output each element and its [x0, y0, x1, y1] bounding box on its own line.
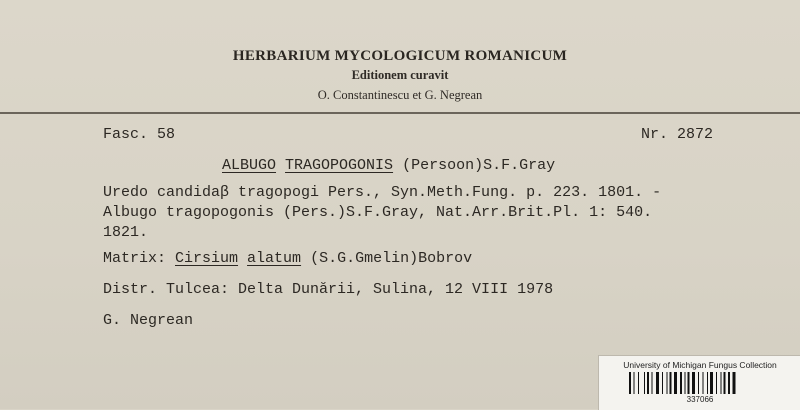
- herbarium-title: HERBARIUM MYCOLOGICUM ROMANICUM: [232, 48, 568, 64]
- barcode-icon: [629, 372, 769, 394]
- matrix-species: alatum: [247, 250, 302, 267]
- collector-name: G. Negrean: [103, 312, 194, 329]
- synonymy-line-3: 1821.: [103, 224, 149, 241]
- matrix-genus: Cirsium: [175, 250, 239, 267]
- synonymy-line-1: Uredo candidaβ tragopogi Pers., Syn.Meth.Fung. p. 223. 1801. -: [103, 184, 662, 201]
- matrix-label: Matrix:: [103, 250, 176, 267]
- specimen-number: Nr. 2872: [641, 126, 714, 143]
- distribution-line: Distr. Tulcea: Delta Dunării, Sulina, 12 VIII 1978: [103, 281, 554, 298]
- edition-subtitle: Editionem curavit: [351, 68, 449, 82]
- taxon-name: [222, 157, 555, 174]
- stamp-barcode-number: 337066: [686, 395, 714, 404]
- stamp-institution: University of Michigan Fungus Collection: [623, 360, 777, 370]
- editors-line: O. Constantinescu et G. Negrean: [317, 88, 483, 102]
- header-divider: [0, 112, 800, 114]
- taxon-genus: ALBUGO: [222, 157, 277, 174]
- matrix-line: [103, 250, 472, 267]
- taxon-species: TRAGOPOGONIS: [285, 157, 394, 174]
- taxon-author: (Persoon)S.F.Gray: [393, 157, 556, 174]
- collection-stamp: [598, 355, 800, 410]
- synonymy-line-2: Albugo tragopogonis (Pers.)S.F.Gray, Nat.Arr.Brit.Pl. 1: 540.: [103, 204, 653, 221]
- fascicle-number: Fasc. 58: [103, 126, 176, 143]
- matrix-author: (S.G.Gmelin)Bobrov: [301, 250, 473, 267]
